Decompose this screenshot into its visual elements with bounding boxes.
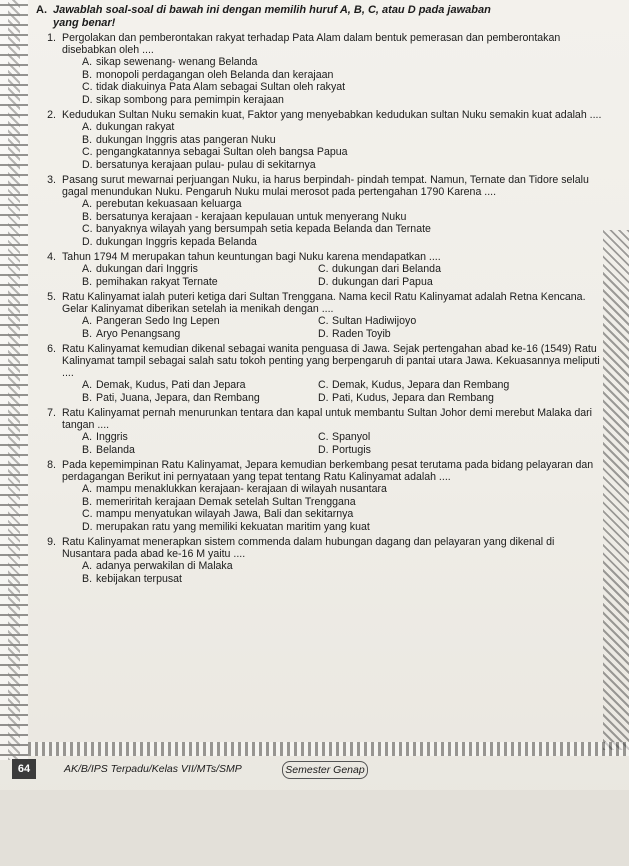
option-label: A. xyxy=(82,263,93,275)
option-text: dukungan rakyat xyxy=(96,121,175,133)
answer-options xyxy=(82,198,606,248)
option-label: D. xyxy=(82,235,93,248)
option-text: perebutan kekuasaan keluarga xyxy=(96,198,242,210)
option-label: D. xyxy=(318,391,329,404)
option-text: bersatunya kerajaan - kerajaan kepulauan untuk menyerang Nuku xyxy=(96,210,407,223)
option-label: C. xyxy=(318,379,329,391)
answer-option[interactable] xyxy=(82,94,606,107)
option-label: D. xyxy=(82,158,93,171)
option-text: mampu menyatukan wilayah Jawa, Bali dan sekitarnya xyxy=(96,508,354,520)
answer-option[interactable] xyxy=(318,276,606,289)
answer-option[interactable] xyxy=(82,315,318,328)
option-text: dukungan dari Belanda xyxy=(332,263,441,275)
option-text: merupakan ratu yang memiliki kekuatan maritim yang kuat xyxy=(96,520,370,533)
answer-option[interactable] xyxy=(318,328,606,341)
question-item xyxy=(36,536,606,585)
option-label: C. xyxy=(82,146,93,158)
option-label: A. xyxy=(82,198,93,210)
option-label: D. xyxy=(82,93,93,106)
option-label: C. xyxy=(318,431,329,443)
option-label: B. xyxy=(82,210,93,223)
question-item xyxy=(36,291,606,340)
option-text: Inggris xyxy=(96,431,128,443)
option-text: mampu menaklukkan kerajaan- kerajaan di wilayah nusantara xyxy=(96,483,387,495)
question-body xyxy=(62,109,606,171)
answer-options xyxy=(82,483,606,533)
option-label: A. xyxy=(82,560,93,572)
option-text: Raden Toyib xyxy=(332,327,391,340)
question-number: 6. xyxy=(47,343,56,355)
question-number: 9. xyxy=(47,536,56,548)
option-text: adanya perwakilan di Malaka xyxy=(96,560,233,572)
answer-option[interactable] xyxy=(82,81,606,94)
option-text: pengangkatannya sebagai Sultan oleh bangsa Papua xyxy=(96,146,348,158)
option-label: C. xyxy=(82,508,93,520)
question-item xyxy=(36,109,606,171)
option-text: Pati, Kudus, Jepara dan Rembang xyxy=(332,391,494,404)
section-heading xyxy=(36,4,606,29)
question-item xyxy=(36,459,606,533)
question-number: 3. xyxy=(47,174,56,186)
option-label: D. xyxy=(318,275,329,288)
answer-option[interactable] xyxy=(82,496,606,509)
option-label: B. xyxy=(82,327,93,340)
option-text: memeriritah kerajaan Demak setelah Sultan Trenggana xyxy=(96,495,356,508)
answer-option[interactable] xyxy=(82,483,606,496)
answer-options xyxy=(82,560,606,585)
option-text: Sultan Hadiwijoyo xyxy=(332,315,417,327)
footer-code: AK/B/IPS Terpadu/Kelas VII/MTs/SMP xyxy=(64,763,242,775)
answer-options xyxy=(82,263,606,288)
answer-option[interactable] xyxy=(82,223,606,236)
option-text: Spanyol xyxy=(332,431,371,443)
answer-option[interactable] xyxy=(82,146,606,159)
option-text: dukungan Inggris kepada Belanda xyxy=(96,235,257,248)
question-text: Pada kepemimpinan Ratu Kalinyamat, Jepara kemudian berkembang pesat terutama pada bidang pelayaran dan perdagangan Berikut ini pernyataan yang tepat tentang Ratu Kalinyamat adalah .... xyxy=(62,459,594,483)
question-body xyxy=(62,459,606,533)
question-text: Ratu Kalinyamat kemudian dikenal sebagai wanita penguasa di Jawa. Sejak pertengahan abad ke-16 (1549) Ratu Kalinyamat tampil sebagai salah satu tokoh penting yang berpengaruh di pantai utara Jawa. Kekuasannya meliputi .... xyxy=(62,343,600,379)
option-label: A. xyxy=(82,483,93,495)
option-text: Pangeran Sedo Ing Lepen xyxy=(96,315,220,327)
answer-option[interactable] xyxy=(82,134,606,147)
semester-badge: Semester Genap xyxy=(282,761,368,779)
option-label: C. xyxy=(318,315,329,327)
page-footer xyxy=(0,755,629,783)
page-number: 64 xyxy=(12,759,36,779)
question-item xyxy=(36,32,606,106)
question-body xyxy=(62,32,606,106)
question-content xyxy=(36,4,606,585)
answer-option[interactable] xyxy=(82,159,606,172)
question-body xyxy=(62,343,606,404)
answer-option[interactable] xyxy=(318,315,606,328)
answer-option[interactable] xyxy=(82,508,606,521)
option-label: D. xyxy=(318,327,329,340)
decorative-border-bottom xyxy=(28,742,629,756)
answer-option[interactable] xyxy=(82,521,606,534)
question-body xyxy=(62,174,606,248)
answer-options xyxy=(82,315,606,340)
option-text: Demak, Kudus, Jepara dan Rembang xyxy=(332,379,510,391)
question-item xyxy=(36,343,606,404)
question-body xyxy=(62,536,606,585)
question-body xyxy=(62,251,606,288)
option-text: sikap sewenang- wenang Belanda xyxy=(96,56,258,68)
option-label: C. xyxy=(82,223,93,235)
answer-option[interactable] xyxy=(82,198,606,211)
question-number: 7. xyxy=(47,407,56,419)
answer-option[interactable] xyxy=(318,379,606,392)
answer-option[interactable] xyxy=(318,263,606,276)
option-text: pemihakan rakyat Ternate xyxy=(96,275,218,288)
option-label: B. xyxy=(82,391,93,404)
question-number: 5. xyxy=(47,291,56,303)
answer-option[interactable] xyxy=(318,444,606,457)
question-item xyxy=(36,407,606,456)
answer-option[interactable] xyxy=(82,444,318,457)
answer-option[interactable] xyxy=(82,379,318,392)
option-text: tidak diakuinya Pata Alam sebagai Sultan oleh rakyat xyxy=(96,81,346,93)
blank-area xyxy=(0,790,629,866)
answer-option[interactable] xyxy=(82,328,318,341)
answer-options xyxy=(82,121,606,171)
option-text: Aryo Penangsang xyxy=(96,327,181,340)
option-label: B. xyxy=(82,275,93,288)
option-label: C. xyxy=(318,263,329,275)
answer-options xyxy=(82,431,606,456)
option-label: B. xyxy=(82,443,93,456)
option-text: banyaknya wilayah yang bersumpah setia kepada Belanda dan Ternate xyxy=(96,223,431,235)
question-text: Ratu Kalinyamat menerapkan sistem commenda dalam hubungan dagang dan pelayaran yang dikenal di Nusantara pada abad ke-16 M yaitu .... xyxy=(62,536,555,560)
answer-option[interactable] xyxy=(82,573,606,586)
option-label: C. xyxy=(82,81,93,93)
answer-option[interactable] xyxy=(82,236,606,249)
option-label: B. xyxy=(82,133,93,146)
section-instruction-line2: yang benar! xyxy=(53,16,116,29)
option-label: D. xyxy=(82,520,93,533)
option-label: A. xyxy=(82,315,93,327)
answer-option[interactable] xyxy=(318,431,606,444)
option-label: B. xyxy=(82,572,93,585)
question-number: 8. xyxy=(47,459,56,471)
option-text: monopoli perdagangan oleh Belanda dan kerajaan xyxy=(96,68,334,81)
question-text: Ratu Kalinyamat ialah puteri ketiga dari Sultan Trenggana. Nama kecil Ratu Kalinyamat adalah Retna Kencana. Gelar Kalinyamat diberikan setelah ia menikah dengan .... xyxy=(62,291,586,315)
option-label: A. xyxy=(82,56,93,68)
decorative-border-right xyxy=(603,230,629,750)
question-number: 1. xyxy=(47,32,56,44)
answer-options xyxy=(82,56,606,106)
answer-option[interactable] xyxy=(82,560,606,573)
question-number: 2. xyxy=(47,109,56,121)
option-text: dukungan dari Papua xyxy=(332,275,433,288)
decorative-border-left xyxy=(0,0,28,760)
question-body xyxy=(62,407,606,456)
answer-option[interactable] xyxy=(82,431,318,444)
answer-option[interactable] xyxy=(82,392,318,405)
section-letter: A. xyxy=(36,4,47,16)
question-text: Kedudukan Sultan Nuku semakin kuat, Faktor yang menyebabkan kedudukan sultan Nuku semakin kuat adalah .... xyxy=(62,109,602,121)
answer-option[interactable] xyxy=(82,211,606,224)
question-text: Pasang surut mewarnai perjuangan Nuku, ia harus berpindah- pindah tempat. Namun, Ternate dan Tidore selalu gagal menundukan Nuku. Pengaruh Nuku mulai merosot pada pertengahan 1790 Karena .... xyxy=(62,174,589,198)
question-item xyxy=(36,174,606,248)
answer-option[interactable] xyxy=(82,276,318,289)
option-text: dukungan Inggris atas pangeran Nuku xyxy=(96,133,276,146)
option-label: B. xyxy=(82,495,93,508)
option-text: sikap sombong para pemimpin kerajaan xyxy=(96,93,284,106)
option-label: A. xyxy=(82,431,93,443)
answer-option[interactable] xyxy=(82,121,606,134)
answer-option[interactable] xyxy=(82,69,606,82)
option-label: A. xyxy=(82,379,93,391)
option-text: dukungan dari Inggris xyxy=(96,263,198,275)
question-list xyxy=(36,32,606,585)
option-label: D. xyxy=(318,443,329,456)
option-text: Demak, Kudus, Pati dan Jepara xyxy=(96,379,246,391)
option-label: A. xyxy=(82,121,93,133)
option-label: B. xyxy=(82,68,93,81)
question-number: 4. xyxy=(47,251,56,263)
question-text: Ratu Kalinyamat pernah menurunkan tentara dan kapal untuk membantu Sultan Johor demi merebut Malaka dari tangan .... xyxy=(62,407,592,431)
answer-option[interactable] xyxy=(318,392,606,405)
answer-option[interactable] xyxy=(82,56,606,69)
answer-options xyxy=(82,379,606,404)
answer-option[interactable] xyxy=(82,263,318,276)
option-text: Portugis xyxy=(332,443,371,456)
question-body xyxy=(62,291,606,340)
option-text: kebijakan terpusat xyxy=(96,572,182,585)
question-item xyxy=(36,251,606,288)
question-text: Pergolakan dan pemberontakan rakyat terhadap Pata Alam dalam bentuk pemerasan dan pemberontakan disebabkan oleh .... xyxy=(62,32,561,56)
option-text: Belanda xyxy=(96,443,135,456)
section-instruction-line1: Jawablah soal-soal di bawah ini dengan memilih huruf A, B, C, atau D pada jawaban xyxy=(53,4,491,16)
option-text: bersatunya kerajaan pulau- pulau di sekitarnya xyxy=(96,158,316,171)
question-text: Tahun 1794 M merupakan tahun keuntungan bagi Nuku karena mendapatkan .... xyxy=(62,251,441,263)
option-text: Pati, Juana, Jepara, dan Rembang xyxy=(96,391,260,404)
